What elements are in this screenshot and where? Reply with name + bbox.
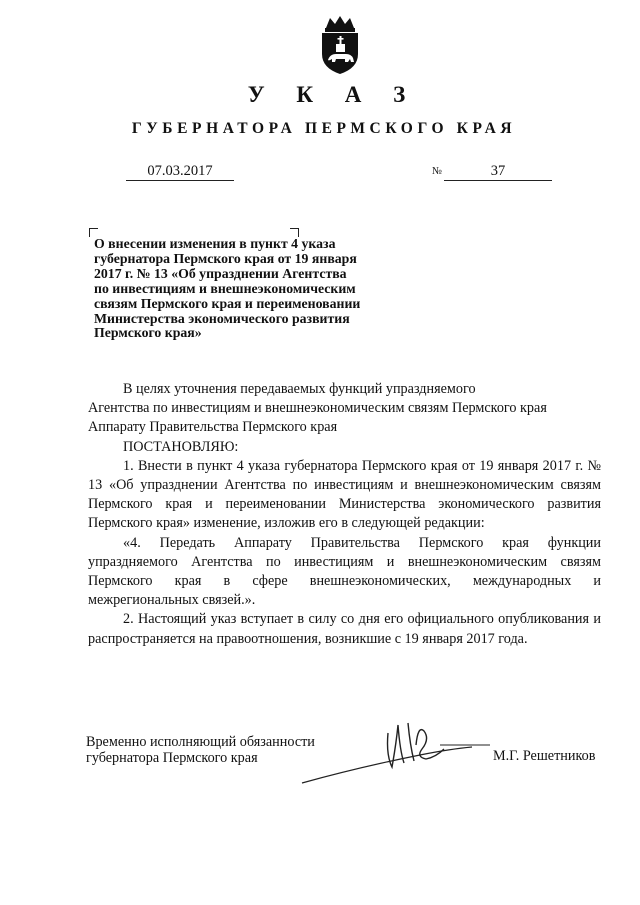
paragraph-1: 1. Внести в пункт 4 указа губернатора Пермского края от 19 января 2017 г. № 13 «Об упразднении Агентства по инвестициям и внешнеэкономическим связям Пермского края и переименовании Министерства экономического развития Пермского края» изменение, изложив его в следующей редакции: <box>88 457 601 532</box>
heading-line: по инвестициям и внешнеэкономическим <box>94 280 356 296</box>
decree-number: 37 <box>444 162 552 181</box>
heading-line: связям Пермского края и переименовании <box>94 295 361 311</box>
number-sign: № <box>432 166 443 177</box>
heading-line: Пермского края» <box>94 325 202 341</box>
body-line: Агентства по инвестициям и внешнеэкономическим связям Пермского края <box>88 400 547 417</box>
decree-word: ПОСТАНОВЛЯЮ: <box>123 438 239 455</box>
heading-line: О внесении изменения в пункт 4 указа <box>94 236 336 251</box>
heading-line: 2017 г. № 13 «Об упразднении Агентства <box>94 265 347 281</box>
document-subtitle: ГУБЕРНАТОРА ПЕРМСКОГО КРАЯ <box>131 120 517 137</box>
heading-line: Министерства экономического развития <box>94 310 350 326</box>
heading-line: губернатора Пермского края от 19 января <box>94 250 357 266</box>
body-line: Аппарату Правительства Пермского края <box>88 419 338 436</box>
body-line: В целях уточнения передаваемых функций упраздняемого <box>123 381 476 397</box>
coat-of-arms-icon <box>316 14 364 76</box>
decree-date: 07.03.2017 <box>126 162 234 181</box>
decree-heading <box>94 237 394 341</box>
signatory-title: Временно исполняющий обязанности губернатора Пермского края <box>86 734 315 766</box>
handwritten-signature-icon <box>300 705 500 795</box>
signatory-name: М.Г. Решетников <box>493 748 596 764</box>
document-title: У К А З <box>247 82 419 107</box>
paragraph-2: 2. Настоящий указ вступает в силу со дня его официального опубликования и распространяется на правоотношения, возникшие с 19 января 2017 года. <box>88 611 601 647</box>
quoted-clause: «4. Передать Аппарату Правительства Пермского края функции упраздняемого Агентства по инвестициям и внешнеэкономическим связям Пермского края в сфере внешнеэкономических, международных и межрегиональных связей.». <box>88 534 601 609</box>
decree-body <box>88 380 601 649</box>
